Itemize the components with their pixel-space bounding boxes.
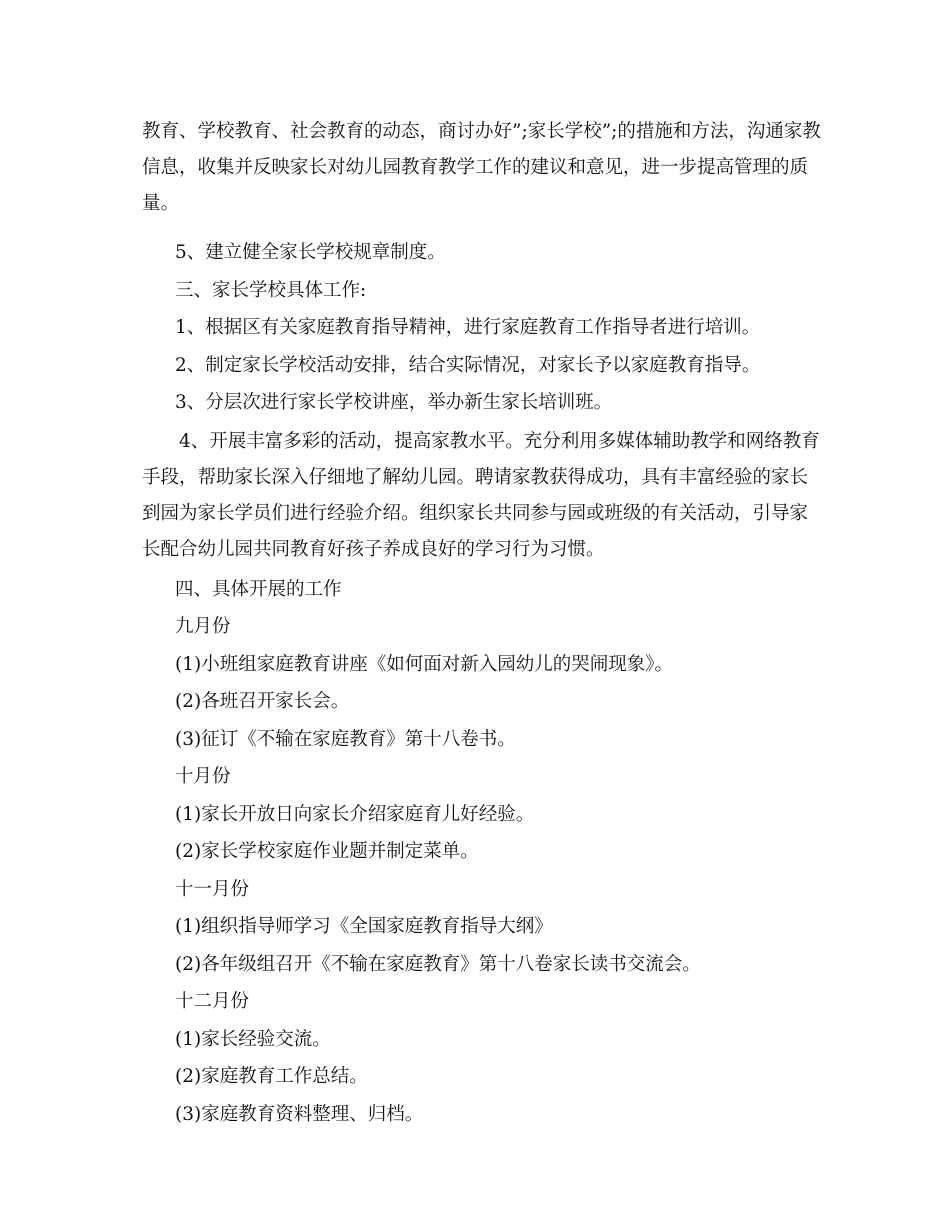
section-4-heading: 四、具体开展的工作 (175, 578, 342, 600)
october-item-1: (1)家长开放日向家长介绍家庭育儿好经验。 (175, 803, 535, 825)
november-item-2: (2)各年级组召开《不输在家庭教育》第十八卷家长读书交流会。 (175, 953, 701, 975)
section-3-heading: 三、家长学校具体工作: (175, 279, 367, 301)
section-3-item-2: 2、制定家长学校活动安排，结合实际情况，对家长予以家庭教育指导。 (175, 354, 761, 376)
section-3-item-3: 3、分层次进行家长学校讲座，举办新生家长培训班。 (175, 392, 613, 413)
september-item-3: (3)征订《不输在家庭教育》第十八卷书。 (175, 728, 516, 750)
october-item-2: (2)家长学校家庭作业题并制定菜单。 (175, 841, 479, 862)
month-heading-september: 九月份 (175, 616, 231, 637)
month-heading-october: 十月份 (175, 766, 231, 787)
month-heading-december: 十二月份 (175, 991, 250, 1012)
september-item-2: (2)各班召开家长会。 (175, 691, 350, 712)
november-item-1: (1)组织指导师学习《全国家庭教育指导大纲》 (175, 916, 553, 937)
september-item-1: (1)小班组家庭教育讲座《如何面对新入园幼儿的哭闹现象》。 (175, 653, 673, 675)
section-3-item-4: 4、开展丰富多彩的活动，提高家教水平。充分利用多媒体辅助教学和网络教育手段，帮助家长深入仔细地了解幼儿园。聘请家教获得成功，具有丰富经验的家长到园为家长学员们进行经验介绍。组织家长共同参与园或班级的有关活动，引导家长配合幼儿园共同教育好孩子养成良好的学习行为习惯。 (142, 430, 820, 560)
december-item-2: (2)家庭教育工作总结。 (175, 1066, 368, 1087)
december-item-3: (3)家庭教育资料整理、归档。 (175, 1103, 424, 1125)
item-5: 5、建立健全家长学校规章制度。 (175, 242, 446, 263)
document-page (142, 114, 822, 1133)
december-item-1: (1)家长经验交流。 (175, 1028, 331, 1050)
section-3-item-1: 1、根据区有关家庭教育指导精神，进行家庭教育工作指导者进行培训。 (175, 317, 761, 338)
intro-paragraph: 教育、学校教育、社会教育的动态，商讨办好”;家长学校”;的措施和方法，沟通家教信息，收集并反映家长对幼儿园教育教学工作的建议和意见，进一步提高管理的质量。 (142, 121, 821, 214)
month-heading-november: 十一月份 (175, 878, 250, 900)
